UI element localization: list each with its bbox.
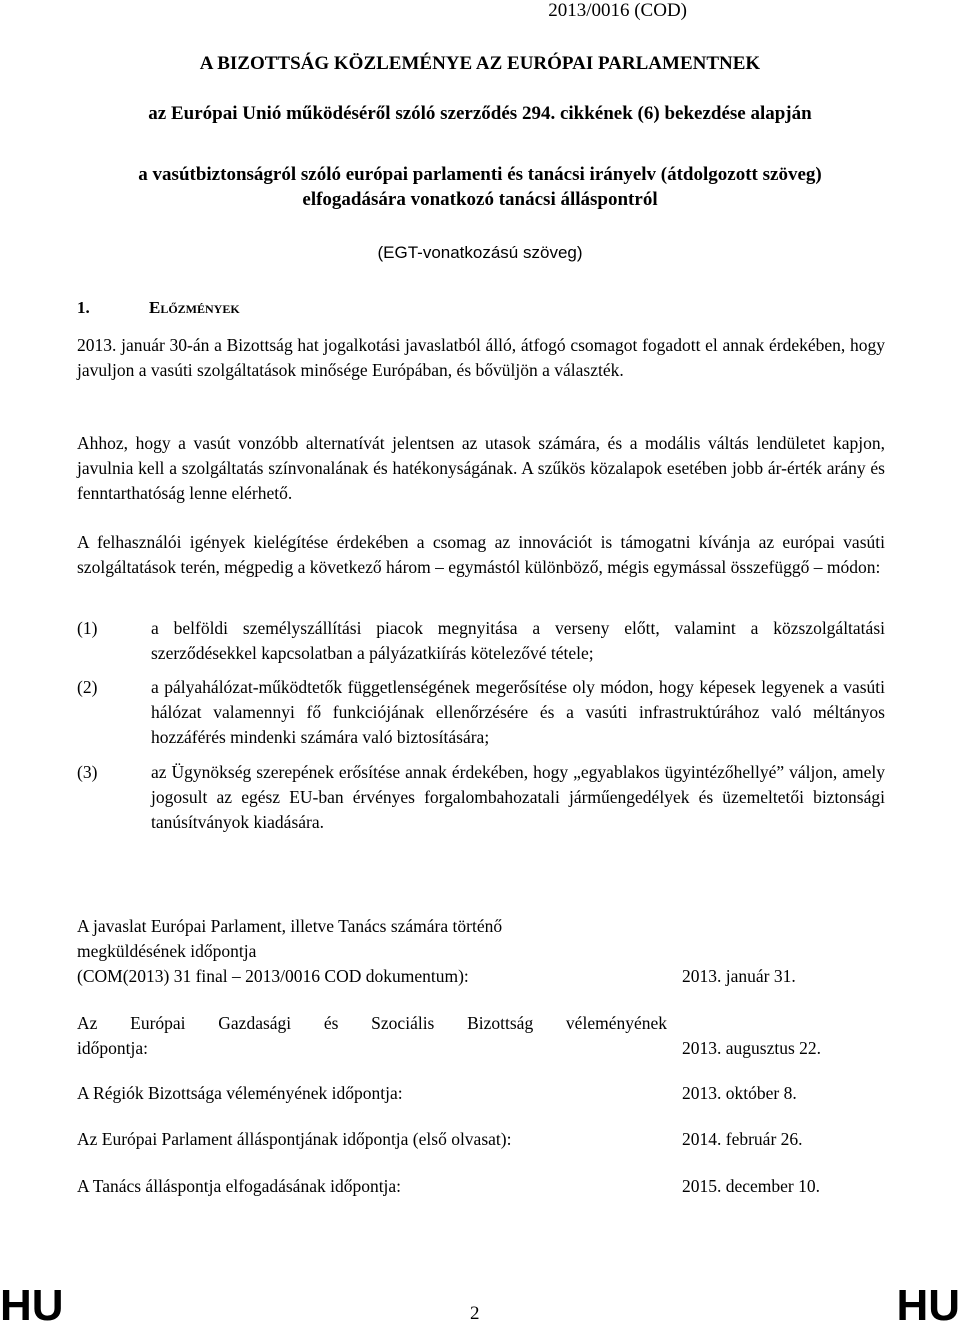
date-value: 2014. február 26. bbox=[682, 1129, 803, 1149]
eea-relevance-note: (EGT-vonatkozású szöveg) bbox=[377, 243, 583, 262]
section-heading bbox=[77, 298, 240, 318]
date-value: 2015. december 10. bbox=[682, 1176, 821, 1196]
list-item-number: (2) bbox=[77, 677, 98, 697]
date-label: A javaslat Európai Parlament, illetve Tanács számára történő bbox=[77, 916, 503, 936]
document-subject bbox=[0, 162, 960, 212]
list-item-number: (1) bbox=[77, 618, 98, 638]
date-label: (COM(2013) 31 final – 2013/0016 COD dokumentum): bbox=[77, 966, 469, 986]
page-number: 2 bbox=[470, 1303, 480, 1324]
date-label: A Régiók Bizottsága véleményének időpontja: bbox=[77, 1083, 403, 1103]
list-item-text: az Ügynökség szerepének erősítése annak érdekében, hogy „egyablakos ügyintézőhellyé” váljon, amely jogosult az egész EU-ban érvényes forgalombahozatali járműengedélyek és üzemeltetői biztonsági tanúsítványok kiadására. bbox=[151, 762, 885, 832]
paragraph-1: 2013. január 30-án a Bizottság hat jogalkotási javaslatból álló, átfogó csomagot fogadott el annak érdekében, hogy javuljon a vasúti szolgáltatások minősége Európában, és bővüljön a választék. bbox=[77, 335, 885, 380]
document-legal-basis: az Európai Unió működéséről szóló szerződés 294. cikkének (6) bekezdése alapján bbox=[148, 103, 812, 124]
subject-line-2: elfogadására vonatkozó tanácsi álláspontról bbox=[302, 189, 658, 210]
list-item-text: a belföldi személyszállítási piacok megnyitása a verseny előtt, valamint a közszolgáltatási szerződésekkel kapcsolatban a pályázatkiírás kötelezővé tétele; bbox=[151, 618, 885, 663]
section-number: 1. bbox=[77, 298, 90, 317]
date-label: A Tanács álláspontja elfogadásának időpontja: bbox=[77, 1176, 402, 1196]
date-value: 2013. október 8. bbox=[682, 1083, 797, 1103]
document-reference: 2013/0016 (COD) bbox=[548, 0, 687, 21]
list-item bbox=[77, 675, 885, 750]
list-item bbox=[77, 760, 885, 835]
list-item bbox=[77, 616, 885, 666]
date-label: Az Európai Parlament álláspontjának időpontja (első olvasat): bbox=[77, 1129, 512, 1149]
document-title: A BIZOTTSÁG KÖZLEMÉNYE AZ EURÓPAI PARLAMENTNEK bbox=[199, 53, 761, 74]
date-value: 2013. augusztus 22. bbox=[682, 1038, 822, 1058]
list-item-text: a pályahálózat-működtetők függetlenségének megerősítése oly módon, hogy képesek legyenek a vasúti hálózat valamennyi fő funkciójának ellenőrzésére és a vasúti infrastruktúrához való méltányos hozzáférés mindenki számára való biztosítására; bbox=[151, 677, 885, 747]
list-item-number: (3) bbox=[77, 762, 98, 782]
date-label: időpontja: bbox=[77, 1038, 148, 1058]
footer-language-right: HU bbox=[896, 1281, 960, 1330]
footer-language-left: HU bbox=[0, 1281, 64, 1330]
date-label: Az Európai Gazdasági és Szociális Bizottság véleményének bbox=[77, 1013, 667, 1033]
date-label: megküldésének időpontja bbox=[77, 941, 257, 961]
paragraph-3: A felhasználói igények kielégítése érdekében a csomag az innovációt is támogatni kívánja az európai vasúti szolgáltatások terén, mégpedig a következő három – egymástól különböző, mégis egymással összefüggő – módon: bbox=[77, 532, 885, 577]
section-title: Előzmények bbox=[149, 298, 240, 317]
paragraph-2: Ahhoz, hogy a vasút vonzóbb alternatívát jelentsen az utasok számára, és a modális váltás lendületet kapjon, javulnia kell a szolgáltatás színvonalának és hatékonyságának. A szűkös közalapok esetében jobb ár-érték arány és fenntarthatóság lenne elérhető. bbox=[77, 433, 885, 503]
date-value: 2013. január 31. bbox=[682, 966, 796, 986]
subject-line-1: a vasútbiztonságról szóló európai parlamenti és tanácsi irányelv (átdolgozott szöveg) bbox=[138, 164, 822, 185]
